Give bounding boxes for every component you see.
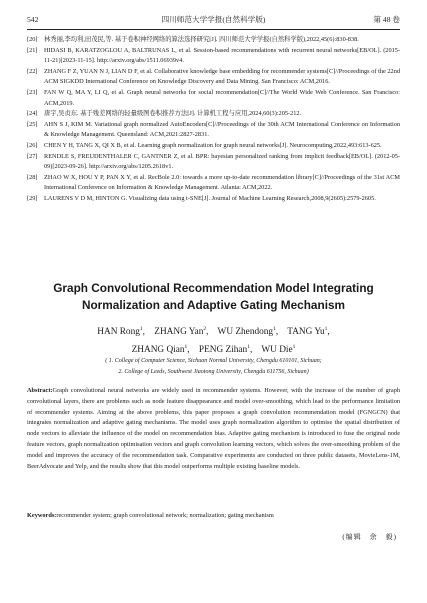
- reference-item: [27, 194, 400, 205]
- volume-label: 第 48 卷: [373, 15, 400, 24]
- header-divider: [27, 29, 400, 30]
- affiliation-marker: 1: [292, 343, 296, 350]
- reference-text: 林秀丽,李均利,田茂民,等. 基于卷积神经网络的算法选择研究[J]. 四川师范大学学报(自然科学版),2022,45(6):830-838.: [44, 36, 359, 43]
- author-separator: ,: [187, 344, 199, 355]
- reference-number: [27]: [27, 152, 38, 160]
- authors-line-2: [27, 340, 400, 358]
- affiliation-marker: 1: [273, 326, 276, 332]
- affiliation-text: College of Computer Science, Sichuan Normal University, Chengdu 610101, Sichuan;: [114, 358, 322, 364]
- author-name: WU Zhendong: [217, 327, 274, 338]
- reference-number: [21]: [27, 46, 38, 54]
- author-block: [27, 322, 400, 357]
- reference-text: LAURENS V D M, HINTON G. Visualizing data using t-SNE[J]. Journal of Machine Learning Research,2008,9(2605):2579-2605.: [44, 194, 376, 202]
- author-name: WU Die: [261, 344, 293, 355]
- reference-number: [29]: [27, 194, 38, 202]
- reference-number: [25]: [27, 120, 38, 128]
- affiliation-marker: 2: [203, 326, 207, 332]
- author-name: PENG Zihan: [198, 344, 248, 355]
- reference-list: [27, 35, 400, 205]
- journal-name: 四川师范大学学报(自然科学版): [161, 15, 266, 24]
- keywords-text: recommender system; graph convolutional network; normalization; gating mechanism: [56, 512, 274, 519]
- abstract-text: Graph convolutional neural networks are widely used in recommender systems. However, with the increase of the number of graph convolutional layers, there are problems such as node feature disappearance and model over-smoothing, which lead to the performance limitation of recommender systems. Aiming at the above problems, this paper proposes a graph convolution recommendation model (FGNGCN) that integrates normalization and adaptive gating mechanisms. The model uses graph normalization algorithm to optimise the spatial distribution of node vectors to alleviate the influence of the model on recommendation bias. Adaptive gating mechanism is introduced to fuse the original node feature vectors, graph normalization optimisation vectors and graph convolution learning vectors, which solves the over-smoothing problem of the model and improves the accuracy of the recommendation task. Comparative experiments are conducted on three public datasets, MovieLens-1M, BeerAdvocate and Yelp, and the results show that this model outperforms multiple existing baseline models.: [27, 387, 400, 470]
- author-separator: ,: [275, 327, 288, 338]
- abstract-label: Abstract:: [27, 387, 53, 394]
- author-name: ZHANG Yan: [154, 327, 204, 338]
- reference-text: FAN W Q, MA Y, LI Q, et al. Graph neural networks for social recommendation[C]//The World Wide Web Conference. San Francisco: ACM,2019.: [44, 88, 400, 107]
- english-title: [27, 280, 400, 314]
- keywords: [27, 511, 400, 522]
- reference-text: 唐宇,吴贞东. 基于残差网络的轻量级图卷积推荐方法[J]. 计算机工程与应用,2024,60(3):205-212.: [44, 110, 302, 118]
- reference-item: [27, 46, 400, 67]
- author-name: ZHANG Qian: [131, 344, 185, 355]
- reference-item: [27, 109, 400, 120]
- affiliation-line: 2. College of Leeds, Southwest Jiaotong University, Chengdu 611756, Sichuan): [118, 368, 309, 375]
- reference-item: [27, 88, 400, 109]
- reference-text: RENDLE S, FREUDENTHALER C, GANTNER Z, et al. BPR: bayesian personalized ranking from implicit feedback[EB/OL]. (2012-05-09)[2023-09-26]. http://arxiv.org/abs/1205.2618v1.: [44, 152, 400, 171]
- authors-line-1: [27, 322, 400, 340]
- reference-item: [27, 141, 400, 152]
- author-separator: ,: [327, 327, 330, 338]
- reference-number: [23]: [27, 88, 38, 96]
- affiliation-line: ( 1. College of Computer Science, Sichuan Normal University, Chengdu 610101, Sichuan;: [105, 358, 322, 364]
- reference-item: [27, 67, 400, 88]
- keywords-label: Keywords:: [27, 512, 57, 519]
- affiliation-marker: 1: [184, 343, 188, 350]
- author-separator: ,: [206, 327, 218, 338]
- author-name: HAN Rong: [97, 327, 140, 338]
- affiliation-number: 2: [118, 368, 122, 375]
- reference-text: CHEN Y H, TANG X, QI X B, et al. Learning graph normalization for graph neural networks[J]. Neurocomputing,2022,493:613-625.: [44, 141, 382, 149]
- author-name: TANG Yu: [287, 327, 325, 338]
- reference-number: [26]: [27, 141, 38, 149]
- reference-item: [27, 173, 400, 194]
- reference-item: [27, 152, 400, 173]
- reference-number: [24]: [27, 110, 38, 118]
- reference-text: ZHAO W X, HOU Y P, PAN X Y, et al. RecBole 2.0: towards a more up-to-date recommendation library[C]//Proceedings of the 31st ACM International Conference on Information & Knowledge Management. Atlanta: ACM,2022.: [44, 173, 400, 192]
- affiliation-marker: 1: [324, 326, 328, 332]
- reference-text: ZHANG F Z, YUAN N J, LIAN D F, et al. Collaborative knowledge base embedding for recommender systems[C]//Proceedings of the 22nd ACM SIGKDD International Conference on Knowledge Discovery and Data Mining. San Francisco: ACM,2016.: [44, 67, 400, 86]
- editor-note: (编辑 余 毅): [342, 533, 397, 541]
- affiliation-marker: 1: [139, 326, 143, 332]
- reference-number: [22]: [27, 67, 38, 75]
- reference-text: HIDASI B, KARATZOGLOU A, BALTRUNAS L, et al. Session-based recommendations with recurrent neural networks[EB/OL]. (2015-11-21)[2023-11-15]. http://arxiv.org/abs/1511.06939v4.: [44, 46, 400, 65]
- title-line-1: Graph Convolutional Recommendation Model Integrating: [53, 281, 374, 295]
- affiliations: [40, 356, 387, 377]
- page-number: 542: [27, 15, 39, 24]
- reference-item: [27, 120, 400, 141]
- author-separator: ,: [142, 327, 155, 338]
- reference-item: [27, 35, 400, 46]
- author-separator: ,: [249, 344, 262, 355]
- running-head: [27, 14, 400, 26]
- abstract: [27, 386, 400, 472]
- affiliation-marker: 1: [247, 343, 250, 350]
- affiliation-number: 1: [108, 358, 112, 364]
- reference-text: AHN S J, KIM M. Variational graph normalized AutoEncoders[C]//Proceedings of the 30th ACM International Conference on Information & Knowledge Management. Queensland: ACM,2021:2827-2831.: [44, 120, 400, 139]
- affiliation-text: College of Leeds, Southwest Jiaotong University, Chengdu 611756, Sichuan: [124, 368, 307, 375]
- reference-number: [28]: [27, 173, 38, 181]
- reference-number: [20]: [27, 36, 38, 43]
- title-line-2: Normalization and Adaptive Gating Mechanism: [81, 298, 346, 312]
